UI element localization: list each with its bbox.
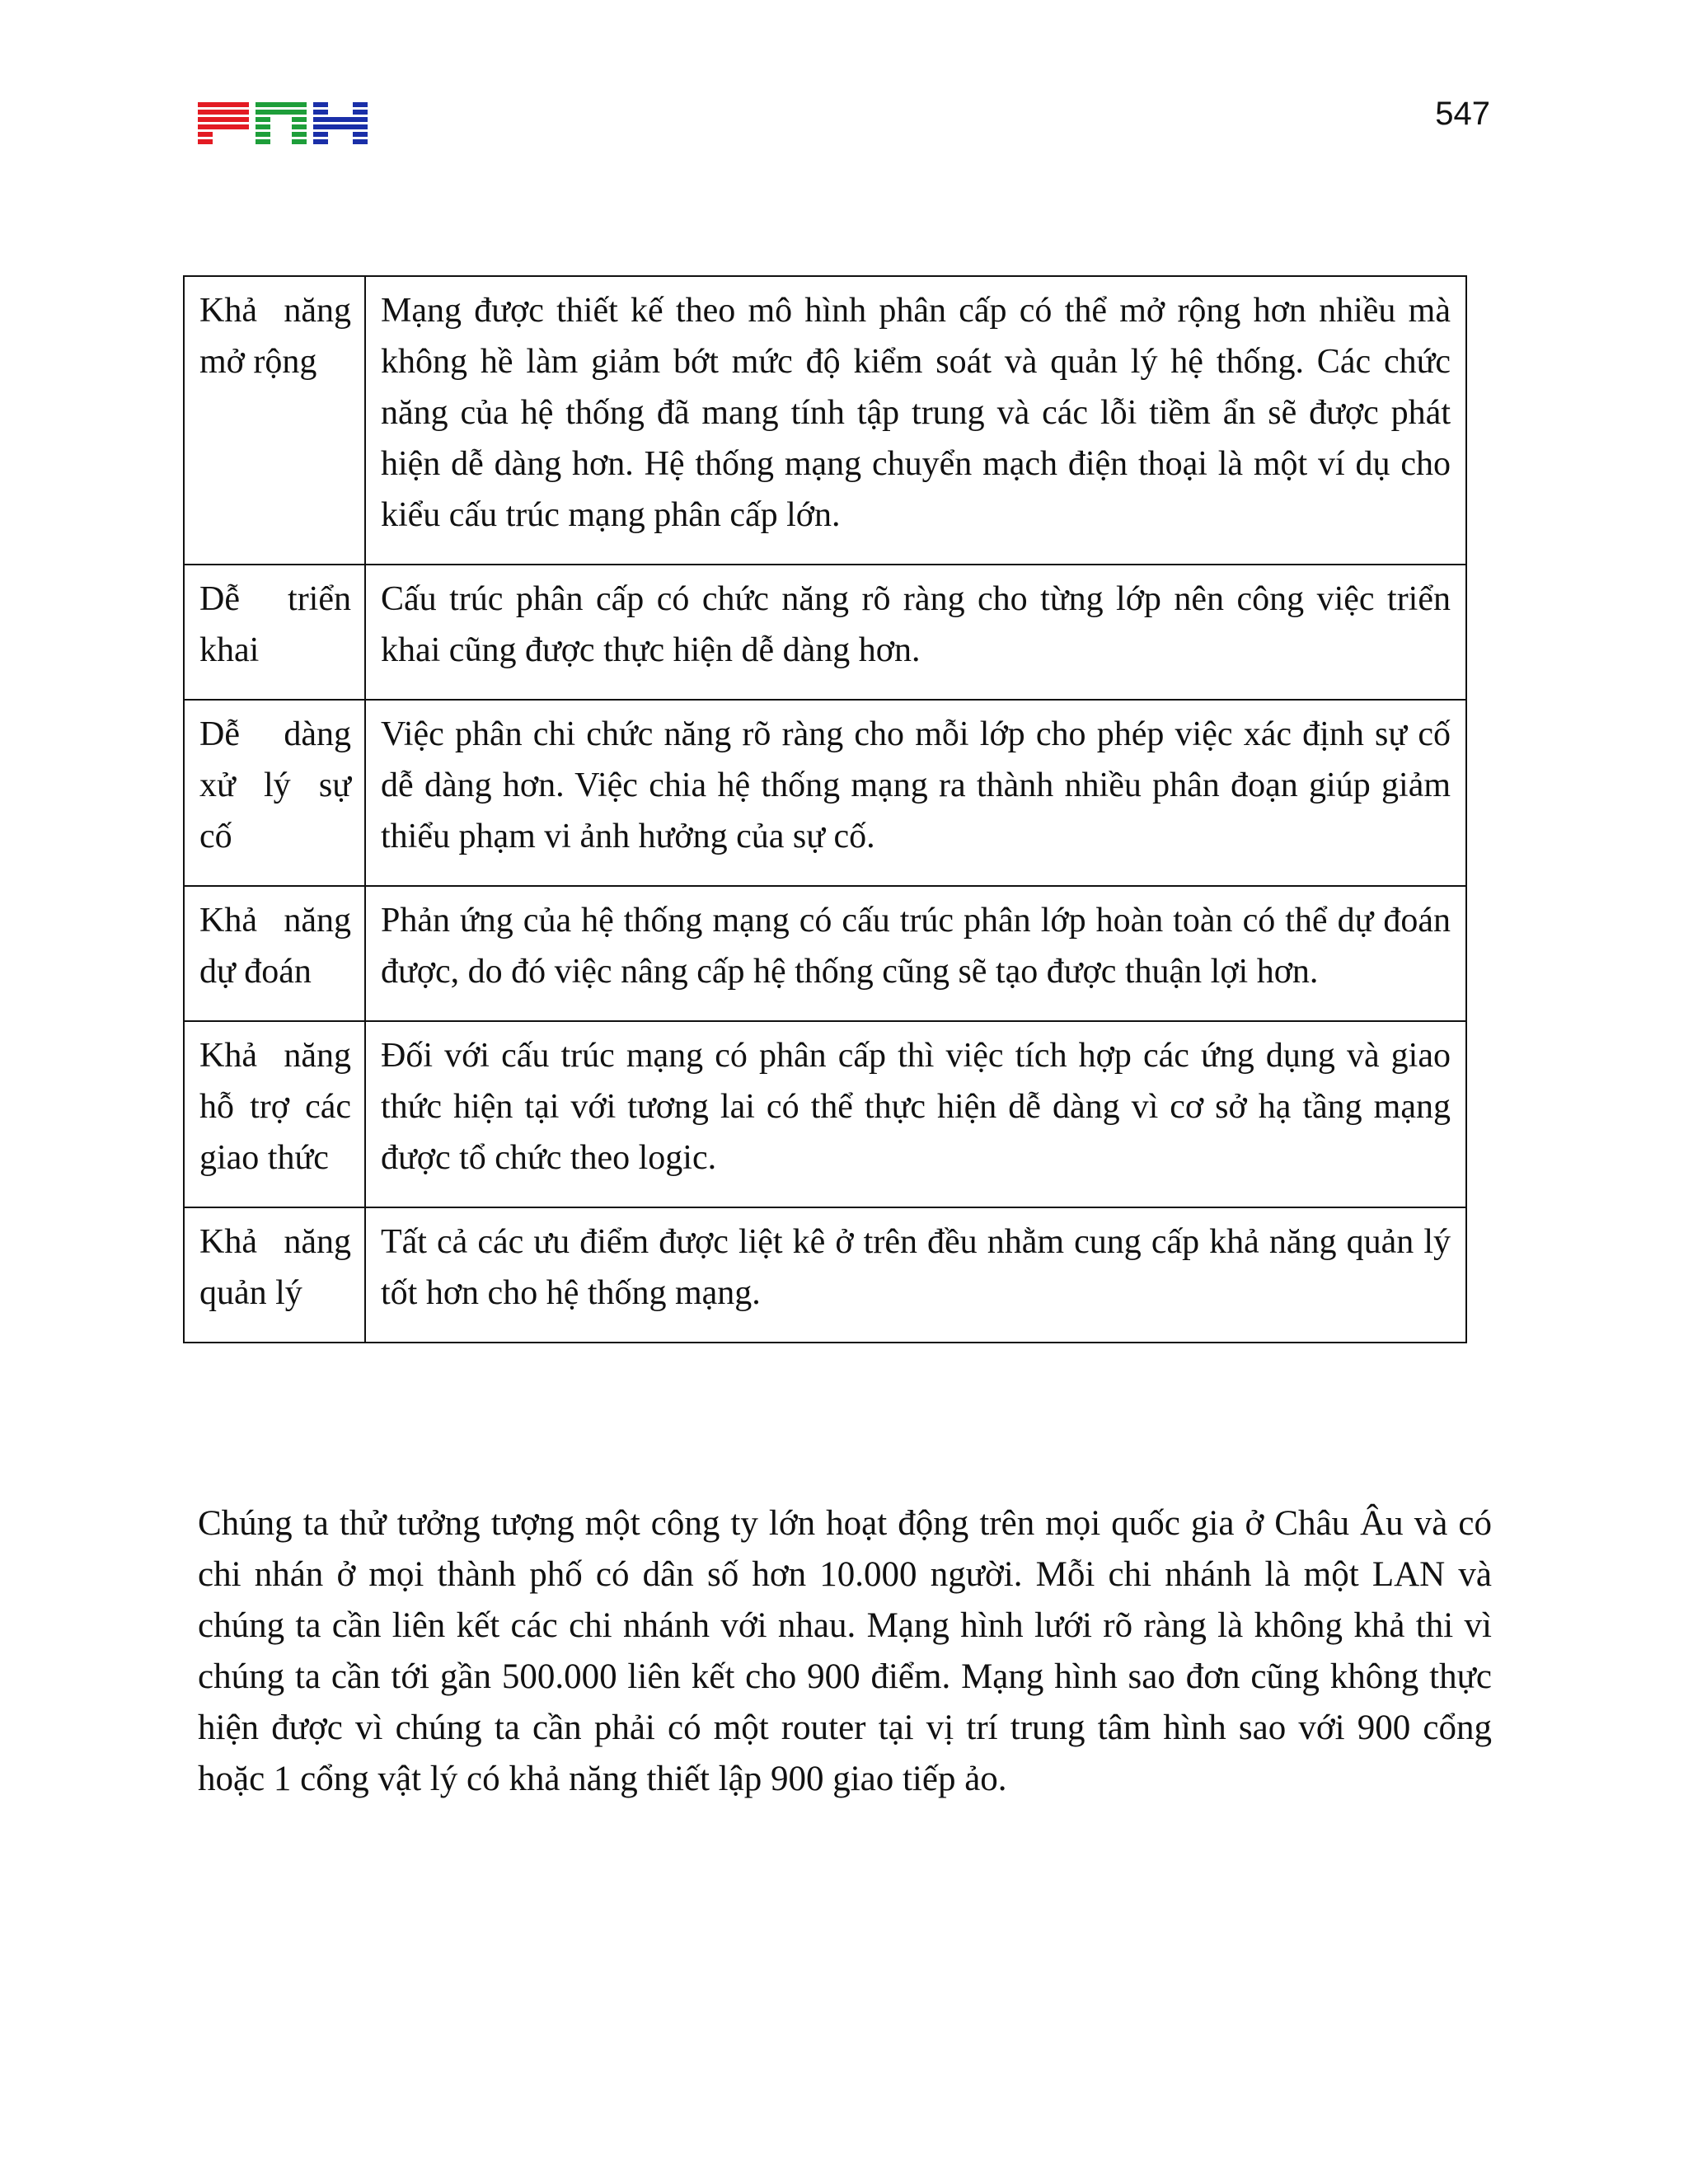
features-table: [183, 275, 1467, 1343]
page-header: [0, 0, 1688, 181]
feature-description: Tất cả các ưu điểm được liệt kê ở trên đều nhằm cung cấp khả năng quản lý tốt hơn cho hệ thống mạng.: [365, 1207, 1466, 1343]
feature-label: Dễ dàng xử lý sự cố: [184, 700, 365, 886]
table-row: [184, 886, 1466, 1021]
table-row: [184, 276, 1466, 565]
feature-label: Khả năng quản lý: [184, 1207, 365, 1343]
table-row: [184, 565, 1466, 700]
table-row: [184, 1021, 1466, 1207]
page-number: 547: [1435, 96, 1490, 132]
feature-label: Khả năng hỗ trợ các giao thức: [184, 1021, 365, 1207]
feature-description: Mạng được thiết kế theo mô hình phân cấp có thể mở rộng hơn nhiều mà không hề làm giảm bớt mức độ kiểm soát và quản lý hệ thống. Các chức năng của hệ thống đã mang tính tập trung và các lỗi tiềm ẩn sẽ được phát hiện dễ dàng hơn. Hệ thống mạng chuyển mạch điện thoại là một ví dụ cho kiểu cấu trúc mạng phân cấp lớn.: [365, 276, 1466, 565]
feature-label: Khả năng mở rộng: [184, 276, 365, 565]
feature-description: Việc phân chi chức năng rõ ràng cho mỗi lớp cho phép việc xác định sự cố dễ dàng hơn. Việc chia hệ thống mạng ra thành nhiều phân đoạn giúp giảm thiểu phạm vi ảnh hưởng của sự cố.: [365, 700, 1466, 886]
feature-description: Cấu trúc phân cấp có chức năng rõ ràng cho từng lớp nên công việc triển khai cũng được thực hiện dễ dàng hơn.: [365, 565, 1466, 700]
feature-description: Phản ứng của hệ thống mạng có cấu trúc phân lớp hoàn toàn có thể dự đoán được, do đó việc nâng cấp hệ thống cũng sẽ tạo được thuận lợi hơn.: [365, 886, 1466, 1021]
table-row: [184, 1207, 1466, 1343]
feature-label: Khả năng dự đoán: [184, 886, 365, 1021]
pnh-logo: [198, 102, 368, 147]
table-row: [184, 700, 1466, 886]
body-paragraph: Chúng ta thử tưởng tượng một công ty lớn hoạt động trên mọi quốc gia ở Châu Âu và có chi nhán ở mọi thành phố có dân số hơn 10.000 người. Mỗi chi nhánh là một LAN và chúng ta cần liên kết các chi nhánh với nhau. Mạng hình lưới rõ ràng là không khả thi vì chúng ta cần tới gần 500.000 liên kết cho 900 điểm. Mạng hình sao đơn cũng không thực hiện được vì chúng ta cần phải có một router tại vị trí trung tâm hình sao với 900 cổng hoặc 1 cổng vật lý có khả năng thiết lập 900 giao tiếp ảo.: [198, 1504, 1492, 1798]
feature-description: Đối với cấu trúc mạng có phân cấp thì việc tích hợp các ứng dụng và giao thức hiện tại với tương lai có thể thực hiện dễ dàng vì cơ sở hạ tầng mạng được tổ chức theo logic.: [365, 1021, 1466, 1207]
feature-label: Dễ triển khai: [184, 565, 365, 700]
